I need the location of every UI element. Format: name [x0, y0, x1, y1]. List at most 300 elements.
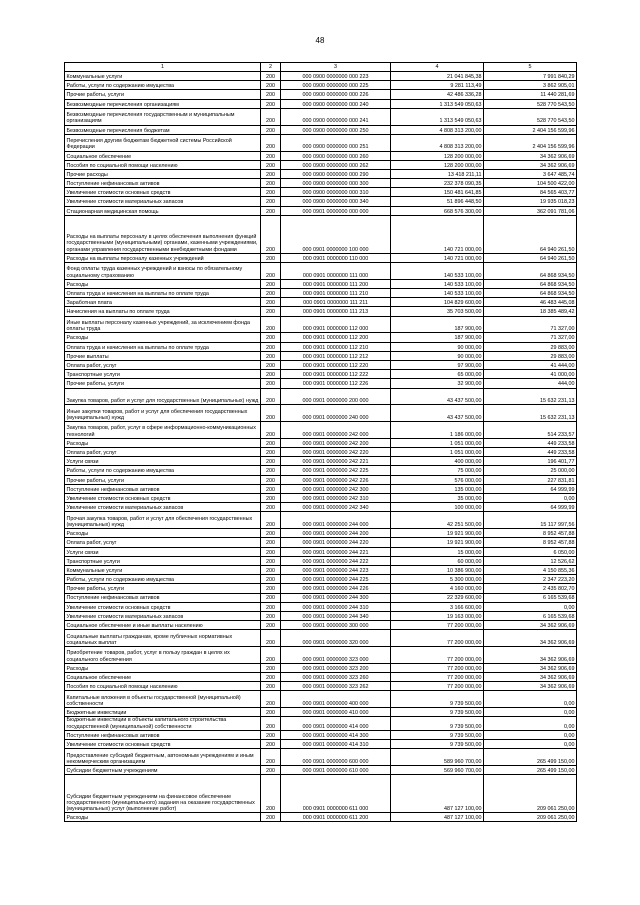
row-budget-code: 000 0901 0000000 414 000 [281, 717, 391, 730]
table-row [65, 316, 577, 333]
row-budget-code: 000 0901 0000000 000 000 [281, 206, 391, 215]
row-approved-amount: 65 000,00 [391, 370, 484, 379]
row-executed-amount: 34 362 906,69 [484, 160, 577, 169]
row-line-code: 200 [261, 682, 281, 691]
row-line-code: 200 [261, 125, 281, 134]
table-row [65, 630, 577, 647]
row-name: Субсидии бюджетным учреждениям на финансовое обеспечение государственного (муниципального) задания на оказание государственных (муниципальных) услуг (выполнение работ) [65, 775, 261, 813]
row-budget-code: 000 0901 0000000 244 225 [281, 575, 391, 584]
row-line-code: 200 [261, 484, 281, 493]
row-name: Бюджетные инвестиции [65, 708, 261, 717]
row-line-code: 200 [261, 611, 281, 620]
row-approved-amount: 75 000,00 [391, 466, 484, 475]
header-col-5: 5 [484, 63, 577, 72]
table-header-row [65, 63, 577, 72]
budget-table [64, 62, 577, 822]
row-approved-amount: 19 163 000,00 [391, 611, 484, 620]
row-line-code: 200 [261, 663, 281, 672]
row-budget-code: 000 0901 0000000 244 300 [281, 593, 391, 602]
row-approved-amount: 187 900,00 [391, 333, 484, 342]
row-budget-code: 000 0901 0000000 111 000 [281, 263, 391, 280]
row-executed-amount: 6 050,00 [484, 547, 577, 556]
row-name: Иные выплаты персоналу казенных учреждений, за исключением фонда оплаты труда [65, 316, 261, 333]
row-executed-amount: 0,00 [484, 730, 577, 739]
row-executed-amount: 29 883,00 [484, 342, 577, 351]
table-row [65, 99, 577, 108]
row-executed-amount: 0,00 [484, 494, 577, 503]
row-line-code: 200 [261, 206, 281, 215]
row-name: Коммунальные услуги [65, 565, 261, 574]
row-line-code: 200 [261, 775, 281, 813]
table-row [65, 307, 577, 316]
row-line-code: 200 [261, 160, 281, 169]
row-name: Транспортные услуги [65, 370, 261, 379]
row-approved-amount: 19 921 900,00 [391, 529, 484, 538]
table-row [65, 529, 577, 538]
table-row [65, 151, 577, 160]
row-executed-amount: 3 647 485,74 [484, 169, 577, 178]
row-approved-amount: 1 051 000,00 [391, 438, 484, 447]
row-executed-amount: 265 499 150,00 [484, 765, 577, 774]
row-name: Поступление нефинансовых активов [65, 484, 261, 493]
row-budget-code: 000 0901 0000000 244 200 [281, 529, 391, 538]
row-line-code: 200 [261, 813, 281, 822]
row-executed-amount: 6 165 539,68 [484, 593, 577, 602]
row-line-code: 200 [261, 529, 281, 538]
row-budget-code: 000 0901 0000000 323 000 [281, 647, 391, 664]
row-budget-code: 000 0900 0000000 000 262 [281, 160, 391, 169]
table-row [65, 813, 577, 822]
row-line-code: 200 [261, 538, 281, 547]
table-row [65, 775, 577, 813]
table-row [65, 448, 577, 457]
row-line-code: 200 [261, 289, 281, 298]
row-name: Транспортные услуги [65, 556, 261, 565]
row-executed-amount: 0,00 [484, 691, 577, 708]
row-line-code: 200 [261, 405, 281, 422]
row-approved-amount: 1 313 549 050,63 [391, 108, 484, 125]
row-approved-amount: 77 200 000,00 [391, 630, 484, 647]
row-name: Прочие выплаты [65, 351, 261, 360]
row-line-code: 200 [261, 556, 281, 565]
row-executed-amount: 0,00 [484, 717, 577, 730]
row-name: Закупка товаров, работ, услуг в сфере информационно-коммуникационных технологий [65, 422, 261, 439]
row-approved-amount: 3 166 600,00 [391, 602, 484, 611]
row-budget-code: 000 0901 0000000 112 212 [281, 351, 391, 360]
row-name: Увеличение стоимости основных средств [65, 494, 261, 503]
row-line-code: 200 [261, 370, 281, 379]
table-row [65, 739, 577, 748]
row-line-code: 200 [261, 333, 281, 342]
row-approved-amount: 42 251 500,00 [391, 512, 484, 529]
row-line-code: 200 [261, 99, 281, 108]
table-row [65, 717, 577, 730]
row-budget-code: 000 0901 0000000 323 260 [281, 673, 391, 682]
row-name: Оплата труда и начисления на выплаты по оплате труда [65, 289, 261, 298]
row-name: Оплата работ, услуг [65, 538, 261, 547]
row-approved-amount: 487 127 100,00 [391, 813, 484, 822]
row-budget-code: 000 0901 0000000 242 221 [281, 457, 391, 466]
row-budget-code: 000 0900 0000000 000 226 [281, 90, 391, 99]
row-budget-code: 000 0901 0000000 112 200 [281, 333, 391, 342]
row-approved-amount: 128 200 000,00 [391, 151, 484, 160]
row-executed-amount: 362 091 781,06 [484, 206, 577, 215]
row-executed-amount: 34 362 906,69 [484, 151, 577, 160]
row-name: Работы, услуги по содержанию имущества [65, 466, 261, 475]
row-name: Услуги связи [65, 457, 261, 466]
row-name: Социальные выплаты гражданам, кроме публичных нормативных социальных выплат [65, 630, 261, 647]
row-name: Прочие расходы [65, 169, 261, 178]
row-approved-amount: 1 051 000,00 [391, 448, 484, 457]
table-row [65, 673, 577, 682]
row-line-code: 200 [261, 90, 281, 99]
row-approved-amount: 35 000,00 [391, 494, 484, 503]
table-row [65, 351, 577, 360]
row-approved-amount: 150 481 641,85 [391, 188, 484, 197]
row-executed-amount: 4 150 855,36 [484, 565, 577, 574]
row-executed-amount: 29 883,00 [484, 351, 577, 360]
row-line-code: 200 [261, 630, 281, 647]
row-line-code: 200 [261, 81, 281, 90]
row-line-code: 200 [261, 494, 281, 503]
row-name: Прочие работы, услуги [65, 379, 261, 388]
row-budget-code: 000 0901 0000000 111 211 [281, 298, 391, 307]
row-approved-amount: 13 418 211,11 [391, 169, 484, 178]
row-executed-amount: 12 526,62 [484, 556, 577, 565]
row-executed-amount: 7 991 840,29 [484, 72, 577, 81]
row-budget-code: 000 0901 0000000 111 200 [281, 279, 391, 288]
row-executed-amount: 64 868 934,50 [484, 263, 577, 280]
row-line-code: 200 [261, 263, 281, 280]
row-approved-amount: 5 300 000,00 [391, 575, 484, 584]
row-approved-amount: 576 000,00 [391, 475, 484, 484]
row-name: Увеличение стоимости основных средств [65, 739, 261, 748]
row-name: Пособия по социальной помощи населению [65, 160, 261, 169]
row-line-code: 200 [261, 342, 281, 351]
table-row [65, 749, 577, 766]
table-row [65, 179, 577, 188]
table-row [65, 438, 577, 447]
row-executed-amount: 2 347 223,20 [484, 575, 577, 584]
row-approved-amount: 9 281 113,49 [391, 81, 484, 90]
row-executed-amount: 8 952 457,88 [484, 529, 577, 538]
row-name: Прочие работы, услуги [65, 90, 261, 99]
row-name: Поступление нефинансовых активов [65, 730, 261, 739]
row-executed-amount: 34 362 906,69 [484, 663, 577, 672]
table-row [65, 197, 577, 206]
table-row [65, 379, 577, 388]
row-line-code: 200 [261, 621, 281, 630]
row-approved-amount: 487 127 100,00 [391, 775, 484, 813]
row-name: Предоставление субсидий бюджетным, автономным учреждениям и иным некоммерческим организациям [65, 749, 261, 766]
row-executed-amount: 104 500 422,00 [484, 179, 577, 188]
row-approved-amount: 128 200 000,00 [391, 160, 484, 169]
row-name: Увеличение стоимости основных средств [65, 188, 261, 197]
row-approved-amount: 9 739 500,00 [391, 739, 484, 748]
row-approved-amount: 9 739 500,00 [391, 691, 484, 708]
table-row [65, 466, 577, 475]
row-line-code: 200 [261, 108, 281, 125]
row-executed-amount: 64 940 261,50 [484, 253, 577, 262]
row-budget-code: 000 0901 0000000 112 222 [281, 370, 391, 379]
row-budget-code: 000 0901 0000000 242 300 [281, 484, 391, 493]
row-budget-code: 000 0901 0000000 611 000 [281, 775, 391, 813]
row-executed-amount: 64 868 934,50 [484, 279, 577, 288]
table-row [65, 360, 577, 369]
row-name: Фонд оплаты труда казенных учреждений и взносы по обязательному социальному страхованию [65, 263, 261, 280]
row-line-code: 200 [261, 316, 281, 333]
page-number: 48 [315, 36, 325, 45]
row-executed-amount: 41 000,00 [484, 370, 577, 379]
row-name: Увеличение стоимости материальных запасов [65, 611, 261, 620]
table-row [65, 263, 577, 280]
row-line-code: 200 [261, 72, 281, 81]
row-name: Увеличение стоимости основных средств [65, 602, 261, 611]
row-name: Социальное обеспечение [65, 673, 261, 682]
row-budget-code: 000 0901 0000000 244 221 [281, 547, 391, 556]
row-executed-amount: 2 404 156 599,96 [484, 125, 577, 134]
row-executed-amount: 3 862 905,01 [484, 81, 577, 90]
row-executed-amount: 528 770 543,50 [484, 108, 577, 125]
row-name: Перечисления другим бюджетам бюджетной системы Российской Федерации [65, 134, 261, 151]
row-budget-code: 000 0901 0000000 240 000 [281, 405, 391, 422]
table-row [65, 134, 577, 151]
row-line-code: 200 [261, 575, 281, 584]
row-name: Прочие работы, услуги [65, 475, 261, 484]
row-name: Оплата работ, услуг [65, 360, 261, 369]
row-line-code: 200 [261, 503, 281, 512]
row-executed-amount: 196 401,77 [484, 457, 577, 466]
row-line-code: 200 [261, 197, 281, 206]
row-approved-amount: 9 739 500,00 [391, 708, 484, 717]
table-row [65, 556, 577, 565]
row-line-code: 200 [261, 438, 281, 447]
row-approved-amount: 4 808 313 200,00 [391, 125, 484, 134]
row-line-code: 200 [261, 379, 281, 388]
row-name: Стационарная медицинская помощь [65, 206, 261, 215]
row-approved-amount: 77 200 000,00 [391, 647, 484, 664]
table-row [65, 370, 577, 379]
row-executed-amount: 19 935 018,23 [484, 197, 577, 206]
row-executed-amount: 265 499 150,00 [484, 749, 577, 766]
table-row [65, 512, 577, 529]
row-line-code: 200 [261, 730, 281, 739]
row-name: Расходы [65, 813, 261, 822]
row-budget-code: 000 0900 0000000 000 251 [281, 134, 391, 151]
row-executed-amount: 34 362 906,69 [484, 630, 577, 647]
row-name: Начисления на выплаты по оплате труда [65, 307, 261, 316]
table-body [65, 72, 577, 822]
row-budget-code: 000 0901 0000000 300 000 [281, 621, 391, 630]
row-approved-amount: 569 960 700,00 [391, 765, 484, 774]
row-approved-amount: 77 200 000,00 [391, 682, 484, 691]
table-row [65, 160, 577, 169]
row-name: Коммунальные услуги [65, 72, 261, 81]
row-approved-amount: 104 829 600,00 [391, 298, 484, 307]
row-name: Поступление нефинансовых активов [65, 179, 261, 188]
row-name: Закупка товаров, работ и услуг для государственных (муниципальных) нужд [65, 388, 261, 405]
row-approved-amount: 140 721 000,00 [391, 215, 484, 253]
row-budget-code: 000 0901 0000000 611 200 [281, 813, 391, 822]
row-budget-code: 000 0901 0000000 244 000 [281, 512, 391, 529]
row-name: Расходы [65, 529, 261, 538]
row-budget-code: 000 0900 0000000 000 300 [281, 179, 391, 188]
row-executed-amount: 0,00 [484, 708, 577, 717]
row-executed-amount: 34 362 906,69 [484, 621, 577, 630]
table-row [65, 547, 577, 556]
row-executed-amount: 34 362 906,69 [484, 682, 577, 691]
row-executed-amount: 71 327,00 [484, 316, 577, 333]
table-row [65, 81, 577, 90]
row-executed-amount: 209 061 250,00 [484, 775, 577, 813]
row-budget-code: 000 0901 0000000 111 213 [281, 307, 391, 316]
row-approved-amount: 19 921 900,00 [391, 538, 484, 547]
table-row [65, 565, 577, 574]
row-name: Приобретение товаров, работ, услуг в пользу граждан в целях их социального обеспечения [65, 647, 261, 664]
row-line-code: 200 [261, 602, 281, 611]
row-line-code: 200 [261, 307, 281, 316]
row-name: Прочие работы, услуги [65, 584, 261, 593]
row-executed-amount: 444,00 [484, 379, 577, 388]
row-budget-code: 000 0901 0000000 242 220 [281, 448, 391, 457]
row-line-code: 200 [261, 151, 281, 160]
row-approved-amount: 42 486 336,28 [391, 90, 484, 99]
table-row [65, 90, 577, 99]
row-budget-code: 000 0901 0000000 244 220 [281, 538, 391, 547]
row-line-code: 200 [261, 134, 281, 151]
row-approved-amount: 100 000,00 [391, 503, 484, 512]
row-name: Оплата труда и начисления на выплаты по оплате труда [65, 342, 261, 351]
row-approved-amount: 51 896 448,50 [391, 197, 484, 206]
row-budget-code: 000 0901 0000000 112 226 [281, 379, 391, 388]
table-row [65, 503, 577, 512]
row-executed-amount: 8 952 457,88 [484, 538, 577, 547]
row-approved-amount: 43 437 500,00 [391, 405, 484, 422]
row-approved-amount: 32 900,00 [391, 379, 484, 388]
row-approved-amount: 90 000,00 [391, 342, 484, 351]
row-approved-amount: 9 739 500,00 [391, 730, 484, 739]
row-line-code: 200 [261, 765, 281, 774]
row-name: Работы, услуги по содержанию имущества [65, 575, 261, 584]
row-budget-code: 000 0901 0000000 112 220 [281, 360, 391, 369]
row-approved-amount: 1 186 000,00 [391, 422, 484, 439]
row-name: Бюджетные инвестиции в объекты капитального строительства государственной (муниципальной) собственности [65, 717, 261, 730]
row-approved-amount: 140 533 100,00 [391, 279, 484, 288]
row-name: Оплата работ, услуг [65, 448, 261, 457]
header-col-1: 1 [65, 63, 261, 72]
row-approved-amount: 90 000,00 [391, 351, 484, 360]
row-line-code: 200 [261, 547, 281, 556]
row-executed-amount: 6 165 539,68 [484, 611, 577, 620]
row-budget-code: 000 0900 0000000 000 290 [281, 169, 391, 178]
row-budget-code: 000 0901 0000000 244 226 [281, 584, 391, 593]
row-executed-amount: 15 632 231,13 [484, 388, 577, 405]
row-executed-amount: 449 233,58 [484, 438, 577, 447]
row-approved-amount: 77 200 000,00 [391, 621, 484, 630]
row-executed-amount: 64 940 261,50 [484, 215, 577, 253]
row-budget-code: 000 0901 0000000 244 223 [281, 565, 391, 574]
row-executed-amount: 514 233,57 [484, 422, 577, 439]
row-budget-code: 000 0901 0000000 400 000 [281, 691, 391, 708]
table-row [65, 279, 577, 288]
row-name: Социальное обеспечение и иные выплаты населению [65, 621, 261, 630]
row-budget-code: 000 0901 0000000 112 000 [281, 316, 391, 333]
row-budget-code: 000 0901 0000000 100 000 [281, 215, 391, 253]
row-approved-amount: 1 313 549 050,63 [391, 99, 484, 108]
row-budget-code: 000 0901 0000000 200 000 [281, 388, 391, 405]
row-approved-amount: 35 703 500,00 [391, 307, 484, 316]
row-approved-amount: 140 533 100,00 [391, 263, 484, 280]
row-line-code: 200 [261, 422, 281, 439]
row-budget-code: 000 0901 0000000 244 222 [281, 556, 391, 565]
row-line-code: 200 [261, 739, 281, 748]
row-approved-amount: 135 000,00 [391, 484, 484, 493]
row-approved-amount: 232 378 090,35 [391, 179, 484, 188]
table-row [65, 611, 577, 620]
header-col-4: 4 [391, 63, 484, 72]
row-approved-amount: 21 041 845,38 [391, 72, 484, 81]
row-approved-amount: 589 960 700,00 [391, 749, 484, 766]
row-approved-amount: 668 576 300,00 [391, 206, 484, 215]
row-executed-amount: 227 831,81 [484, 475, 577, 484]
row-line-code: 200 [261, 717, 281, 730]
row-budget-code: 000 0901 0000000 323 262 [281, 682, 391, 691]
table-row [65, 188, 577, 197]
row-approved-amount: 140 533 100,00 [391, 289, 484, 298]
row-approved-amount: 60 000,00 [391, 556, 484, 565]
row-budget-code: 000 0900 0000000 000 340 [281, 197, 391, 206]
header-col-3: 3 [281, 63, 391, 72]
row-line-code: 200 [261, 691, 281, 708]
table-row [65, 405, 577, 422]
row-executed-amount: 64 999,99 [484, 503, 577, 512]
row-approved-amount: 9 739 500,00 [391, 717, 484, 730]
row-executed-amount: 449 233,58 [484, 448, 577, 457]
row-line-code: 200 [261, 749, 281, 766]
row-approved-amount: 4 160 000,00 [391, 584, 484, 593]
row-executed-amount: 64 868 934,50 [484, 289, 577, 298]
row-budget-code: 000 0900 0000000 000 225 [281, 81, 391, 90]
table-row [65, 730, 577, 739]
row-name: Прочая закупка товаров, работ и услуг для обеспечения государственных (муниципальных) нужд [65, 512, 261, 529]
row-budget-code: 000 0901 0000000 111 210 [281, 289, 391, 298]
row-budget-code: 000 0901 0000000 323 200 [281, 663, 391, 672]
row-line-code: 200 [261, 279, 281, 288]
table-row [65, 289, 577, 298]
row-name: Расходы [65, 663, 261, 672]
row-executed-amount: 0,00 [484, 602, 577, 611]
row-name: Расходы [65, 333, 261, 342]
row-name: Поступление нефинансовых активов [65, 593, 261, 602]
table-row [65, 602, 577, 611]
row-name: Увеличение стоимости материальных запасов [65, 503, 261, 512]
table-row [65, 298, 577, 307]
row-line-code: 200 [261, 584, 281, 593]
table-row [65, 584, 577, 593]
table-row [65, 108, 577, 125]
row-name: Расходы на выплаты персоналу казенных учреждений [65, 253, 261, 262]
row-executed-amount: 2 435 802,70 [484, 584, 577, 593]
row-line-code: 200 [261, 512, 281, 529]
row-name: Капитальные вложения в объекты государственной (муниципальной) собственности [65, 691, 261, 708]
table-row [65, 342, 577, 351]
row-approved-amount: 97 900,00 [391, 360, 484, 369]
row-line-code: 200 [261, 475, 281, 484]
row-approved-amount: 187 900,00 [391, 316, 484, 333]
table-row [65, 575, 577, 584]
row-budget-code: 000 0900 0000000 000 250 [281, 125, 391, 134]
row-budget-code: 000 0901 0000000 110 000 [281, 253, 391, 262]
